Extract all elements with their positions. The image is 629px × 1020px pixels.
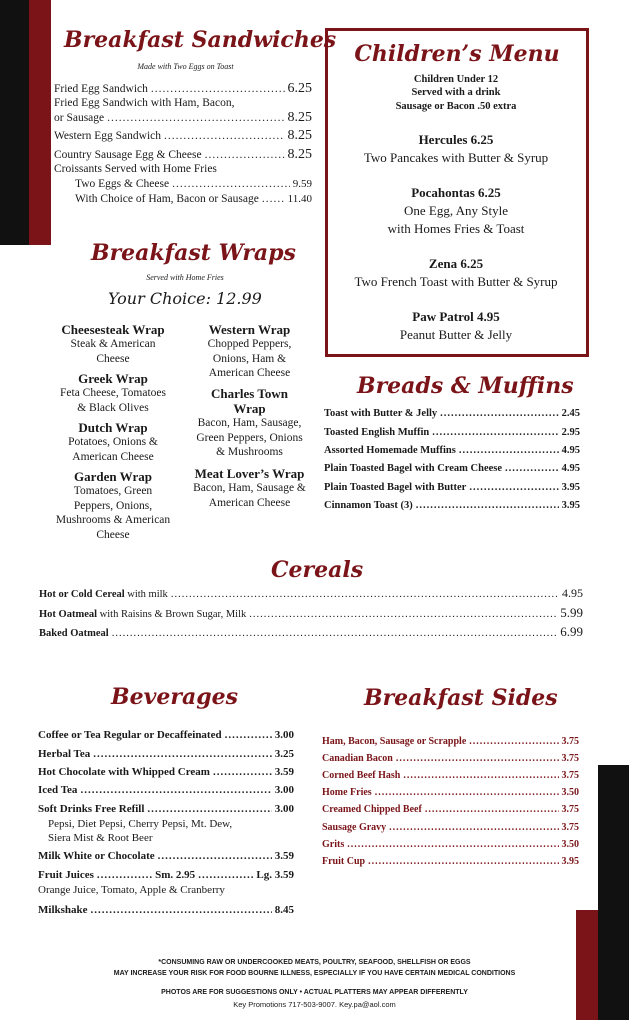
wraps-title: Breakfast Wraps — [91, 240, 296, 266]
sides-title: Breakfast Sides — [364, 685, 558, 711]
children-intro: Sausage or Bacon .50 extra — [395, 101, 517, 112]
wrap-item: Charles Town Wrap Bacon, Ham, Sausage, Green Peppers, Onions & Mushrooms — [196, 386, 303, 458]
menu-item: Hot Chocolate with Whipped Cream ..... 3.59 — [38, 766, 294, 778]
menu-item: Fruit Juices ..... Sm. 2.95 ..... Lg. 3.59 — [38, 869, 294, 881]
kids-item-name: Paw Patrol 4.95 — [412, 309, 500, 324]
croissants-label: Croissants Served with Home Fries — [54, 163, 217, 175]
menu-item: Toasted English Muffin ..... 2.95 — [324, 427, 580, 438]
menu-item: With Choice of Ham, Bacon or Sausage ..... 11.40 — [75, 193, 312, 205]
footer-note: PHOTOS ARE FOR SUGGESTIONS ONLY • ACTUAL PLATTERS MAY APPEAR DIFFERENTLY — [161, 989, 468, 996]
menu-item: Assorted Homemade Muffins ..... 4.95 — [324, 445, 580, 456]
soft-drinks-desc: Siera Mist & Root Beer — [48, 832, 153, 844]
menu-item: Herbal Tea ..... 3.25 — [38, 748, 294, 760]
wraps-subtitle: Served with Home Fries — [146, 273, 224, 282]
kids-item-desc: with Homes Fries & Toast — [387, 221, 525, 236]
wrap-item: Western Wrap Chopped Peppers, Onions, Ham & American Cheese — [207, 322, 292, 379]
menu-item: Fried Egg Sandwich ..... 6.25 — [54, 81, 312, 97]
left-red-bar — [29, 0, 51, 245]
footer-disclaimer: MAY INCREASE YOUR RISK FOR FOOD BOURNE ILLNESS, ESPECIALLY IF YOU HAVE CERTAIN MEDICAL CONDITIONS — [113, 970, 516, 977]
wrap-item: Garden Wrap Tomatoes, Green Peppers, Onions, Mushrooms & American Cheese — [55, 469, 171, 541]
menu-item: Country Sausage Egg & Cheese ..... 8.25 — [54, 147, 312, 163]
left-black-bar — [0, 0, 29, 245]
menu-item: Fruit Cup ..... 3.95 — [322, 856, 579, 867]
menu-item: Plain Toasted Bagel with Cream Cheese ..... 4.95 — [324, 463, 580, 474]
sandwiches-title: Breakfast Sandwiches — [64, 27, 337, 53]
menu-item: Corned Beef Hash ..... 3.75 — [322, 770, 579, 781]
wrap-item: Cheesesteak Wrap Steak & American Cheese — [61, 322, 165, 365]
menu-item: Two Eggs & Cheese ..... 9.59 — [75, 178, 312, 190]
fruit-juices-desc: Orange Juice, Tomato, Apple & Cranberry — [38, 884, 225, 896]
menu-item: or Sausage ..... 8.25 — [54, 110, 312, 126]
children-intro: Children Under 12 — [413, 74, 499, 85]
menu-item: Western Egg Sandwich ..... 8.25 — [54, 128, 312, 144]
menu-item: Home Fries ..... 3.50 — [322, 787, 579, 798]
kids-item-desc: Two French Toast with Butter & Syrup — [354, 274, 558, 289]
wraps-choice: Your Choice: 12.99 — [108, 289, 262, 308]
wrap-item: Greek Wrap Feta Cheese, Tomatoes & Black Olives — [60, 371, 166, 414]
menu-item: Canadian Bacon ..... 3.75 — [322, 753, 579, 764]
menu-item: Hot or Cold Cereal with milk ..... 4.95 — [39, 586, 583, 601]
menu-item: Soft Drinks Free Refill ..... 3.00 — [38, 803, 294, 815]
menu-item: Creamed Chipped Beef ..... 3.75 — [322, 804, 579, 815]
menu-item: Grits ..... 3.50 — [322, 839, 579, 850]
menu-item: Toast with Butter & Jelly ..... 2.45 — [324, 408, 580, 419]
sandwiches-subtitle: Made with Two Eggs on Toast — [137, 62, 234, 71]
menu-item: Ham, Bacon, Sausage or Scrapple ..... 3.75 — [322, 736, 579, 747]
soft-drinks-desc: Pepsi, Diet Pepsi, Cherry Pepsi, Mt. Dew, — [48, 818, 233, 830]
right-black-bar — [598, 765, 629, 1020]
kids-item-desc: Peanut Butter & Jelly — [399, 327, 513, 342]
beverages-title: Beverages — [111, 684, 238, 710]
children-title: Children’s Menu — [354, 41, 560, 67]
cereals-title: Cereals — [271, 557, 364, 583]
kids-item-name: Zena 6.25 — [428, 256, 484, 271]
menu-item-name: Fried Egg Sandwich with Ham, Bacon, — [54, 97, 235, 109]
menu-item: Hot Oatmeal with Raisins & Brown Sugar, Milk ..... 5.99 — [39, 605, 583, 621]
menu-item: Milkshake ..... 8.45 — [38, 904, 294, 916]
menu-item: Cinnamon Toast (3) ..... 3.95 — [324, 500, 580, 511]
menu-item: Iced Tea ..... 3.00 — [38, 784, 294, 796]
kids-item-desc: One Egg, Any Style — [404, 203, 508, 218]
menu-item: Sausage Gravy ..... 3.75 — [322, 822, 579, 833]
wrap-item: Dutch Wrap Potatoes, Onions & American Cheese — [68, 420, 158, 463]
kids-item-name: Hercules 6.25 — [418, 132, 494, 147]
children-intro: Served with a drink — [411, 87, 501, 98]
footer-contact: Key Promotions 717-503-9007. Key.pa@aol.com — [233, 1000, 396, 1009]
menu-item: Coffee or Tea Regular or Decaffeinated ..... 3.00 — [38, 729, 294, 741]
footer-disclaimer: *CONSUMING RAW OR UNDERCOOKED MEATS, POULTRY, SEAFOOD, SHELLFISH OR EGGS — [158, 959, 471, 966]
wrap-item: Meat Lover’s Wrap Bacon, Ham, Sausage & American Cheese — [193, 466, 306, 509]
breads-title: Breads & Muffins — [357, 373, 574, 399]
menu-item: Plain Toasted Bagel with Butter ..... 3.95 — [324, 482, 580, 493]
kids-item-desc: Two Pancakes with Butter & Syrup — [363, 150, 549, 165]
kids-item-name: Pocahontas 6.25 — [411, 185, 501, 200]
menu-item: Baked Oatmeal ..... 6.99 — [39, 624, 583, 640]
menu-item: Milk White or Chocolate ..... 3.59 — [38, 850, 294, 862]
